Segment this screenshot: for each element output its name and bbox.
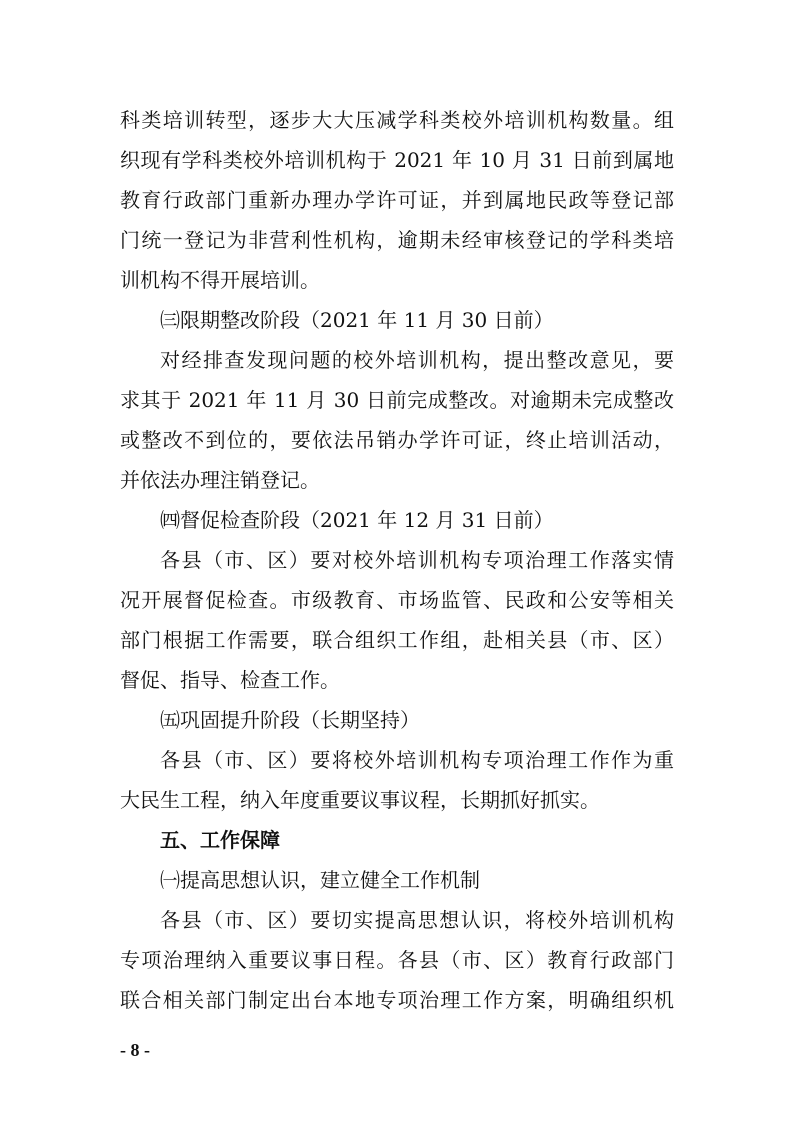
paragraph-line: 织现有学科类校外培训机构于 2021 年 10 月 31 日前到属地 [120,148,674,172]
page-number: - 8 - [120,1040,150,1060]
paragraph-line: 况开展督促检查。市级教育、市场监管、民政和公安等相关 [120,588,674,612]
paragraph-line: 联合相关部门制定出台本地专项治理工作方案，明确组织机 [120,988,674,1012]
paragraph-line: 或整改不到位的，要依法吊销办学许可证，终止培训活动， [120,428,674,452]
paragraph-line: 训机构不得开展培训。 [120,268,320,292]
section-heading: 五、工作保障 [160,828,280,852]
paragraph-line: 大民生工程，纳入年度重要议事议程，长期抓好抓实。 [120,788,600,812]
paragraph-line: 各县（市、区）要切实提高思想认识，将校外培训机构 [160,908,674,932]
subsection-heading: ㈤巩固提升阶段（长期坚持） [160,708,420,732]
paragraph-line: 督促、指导、检查工作。 [120,668,340,692]
document-body [120,100,674,1020]
paragraph-line: 教育行政部门重新办理办学许可证，并到属地民政等登记部 [120,188,674,212]
subsection-heading: ㈢限期整改阶段（2021 年 11 月 30 日前） [160,308,554,332]
subsection-heading: ㈠提高思想认识，建立健全工作机制 [160,868,480,892]
paragraph-line: 并依法办理注销登记。 [120,468,320,492]
paragraph-line: 科类培训转型，逐步大大压减学科类校外培训机构数量。组 [120,108,674,132]
paragraph-line: 各县（市、区）要将校外培训机构专项治理工作作为重 [160,748,674,772]
paragraph-line: 门统一登记为非营利性机构，逾期未经审核登记的学科类培 [120,228,674,252]
paragraph-line: 各县（市、区）要对校外培训机构专项治理工作落实情 [160,548,674,572]
paragraph-line: 部门根据工作需要，联合组织工作组，赴相关县（市、区） [120,628,674,652]
paragraph-line: 对经排查发现问题的校外培训机构，提出整改意见，要 [160,348,674,372]
paragraph-line: 求其于 2021 年 11 月 30 日前完成整改。对逾期未完成整改 [120,388,674,412]
paragraph-line: 专项治理纳入重要议事日程。各县（市、区）教育行政部门 [120,948,674,972]
subsection-heading: ㈣督促检查阶段（2021 年 12 月 31 日前） [160,508,554,532]
